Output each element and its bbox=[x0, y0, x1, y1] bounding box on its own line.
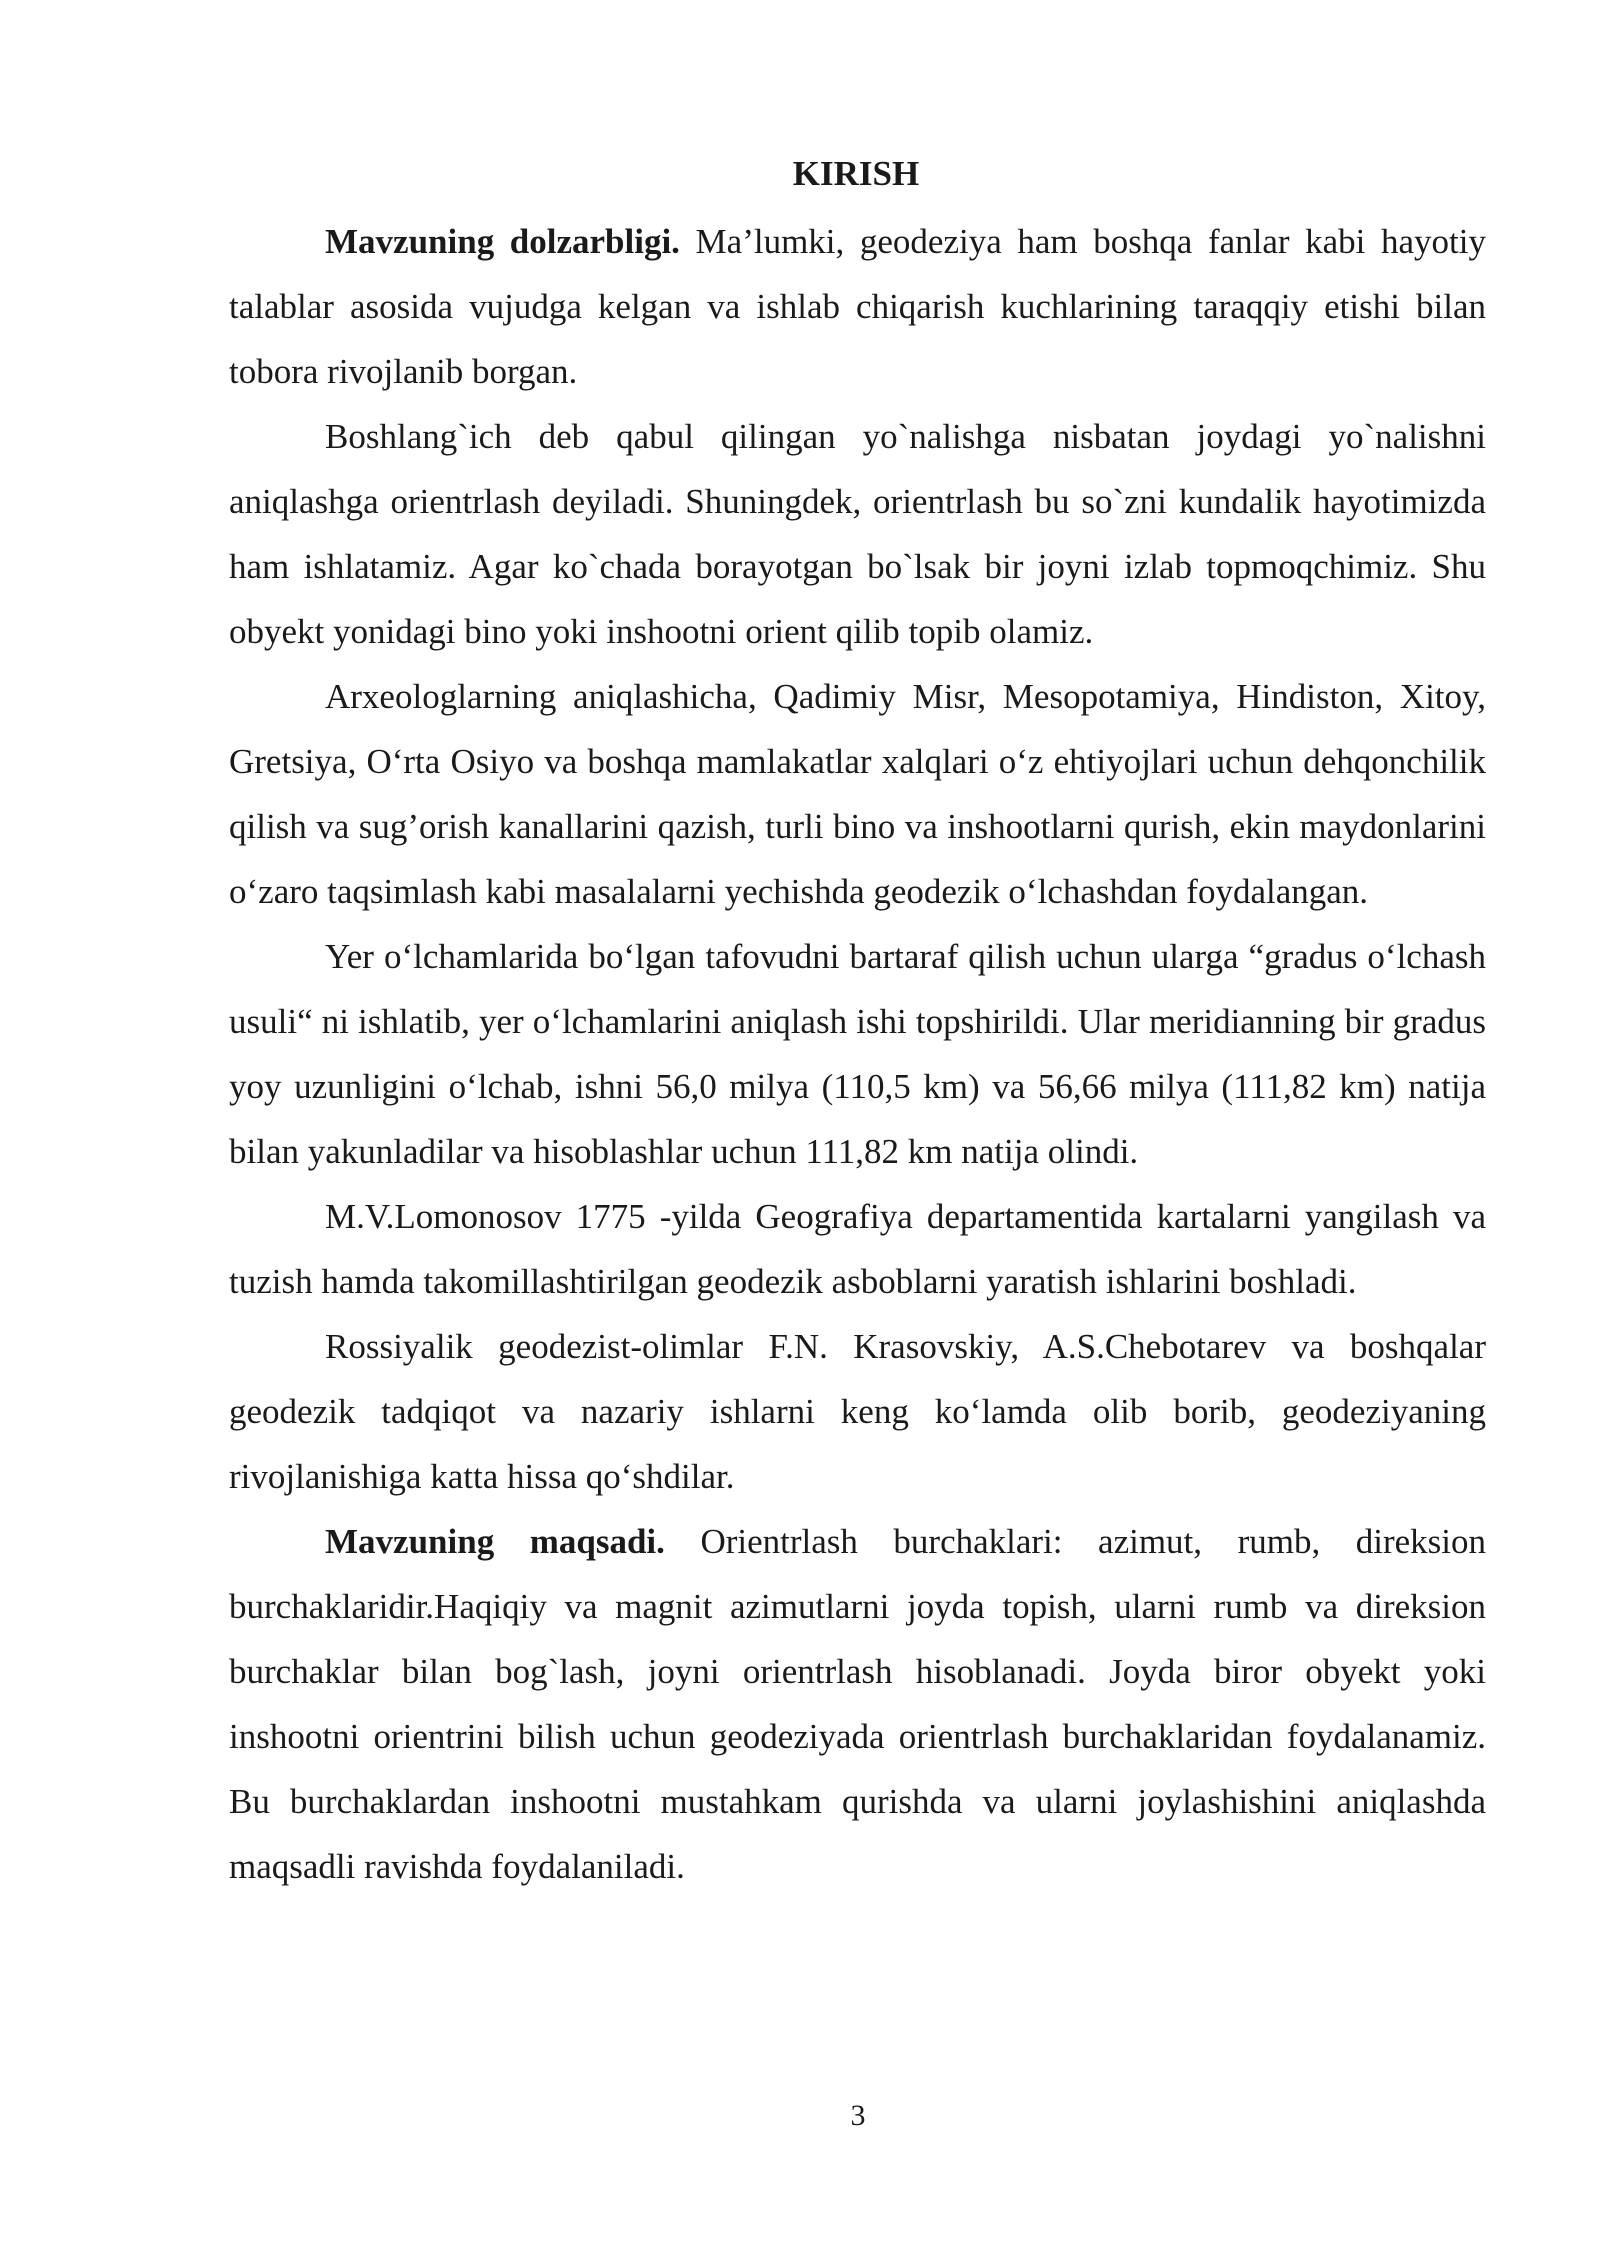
paragraph-text: Boshlang`ich deb qabul qilingan yo`nalishga nisbatan joydagi yo`nalishni aniqlashga orientrlash deyiladi. Shuningdek, orientrlash bu so`zni kundalik hayotimizda ham ishlatamiz. Agar ko`chada borayotgan bo`lsak bir joyni izlab topmoqchimiz. Shu obyekt yonidagi bino yoki inshootni orient qilib topib olamiz. bbox=[229, 417, 1486, 651]
paragraph-lead: Mavzuning maqsadi. bbox=[325, 1522, 665, 1561]
paragraph-text: Rossiyalik geodezist-olimlar F.N. Krasovskiy, A.S.Chebotarev va boshqalar geodezik tadqiqot va nazariy ishlarni keng ko‘lamda olib borib, geodeziyaning rivojlanishiga katta hissa qo‘shdilar. bbox=[229, 1327, 1486, 1496]
paragraph-arxeologlar bbox=[229, 664, 1486, 924]
page-title: KIRISH bbox=[792, 154, 920, 193]
paragraph-gradus bbox=[229, 924, 1486, 1184]
paragraph-text: Ma’lumki, geodeziya ham boshqa fanlar kabi hayotiy talablar asosida vujudga kelgan va ishlab chiqarish kuchlarining taraqqiy etishi bilan tobora rivojlanib borgan. bbox=[229, 222, 1486, 391]
paragraph-text: Arxeologlarning aniqlashicha, Qadimiy Misr, Mesopotamiya, Hindiston, Xitoy, Gretsiya, O‘rta Osiyo va boshqa mamlakatlar xalqlari o‘z ehtiyojlari uchun dehqonchilik qilish va sug’orish kanallarini qazish, turli bino va inshootlarni qurish, ekin maydonlarini o‘zaro taqsimlash kabi masalalarni yechishda geodezik o‘lchashdan foydalangan. bbox=[229, 677, 1486, 911]
paragraph-text: Orientrlash burchaklari: azimut, rumb, direksion burchaklaridir.Haqiqiy va magnit azimutlarni joyda topish, ularni rumb va direksion burchaklar bilan bog`lash, joyni orientrlash hisoblanadi. Joyda biror obyekt yoki inshootni orientrini bilish uchun geodeziyada orientrlash burchaklaridan foydalanamiz. Bu burchaklardan inshootni mustahkam qurishda va ularni joylashishini aniqlashda maqsadli ravishda foydalaniladi. bbox=[229, 1522, 1486, 1886]
page-number: 3 bbox=[850, 2099, 866, 2132]
paragraph-krasovskiy bbox=[229, 1314, 1486, 1509]
paragraph-text: M.V.Lomonosov 1775 -yilda Geografiya departamentida kartalarni yangilash va tuzish hamda takomillashtirilgan geodezik asboblarni yaratish ishlarini boshladi. bbox=[229, 1197, 1486, 1301]
paragraph-maqsadi bbox=[229, 1509, 1486, 1899]
paragraph-dolzarbligi bbox=[229, 209, 1486, 404]
paragraph-lomonosov bbox=[229, 1184, 1486, 1314]
paragraph-text: Yer o‘lchamlarida bo‘lgan tafovudni bartaraf qilish uchun ularga “gradus o‘lchash usuli“ ni ishlatib, yer o‘lchamlarini aniqlash ishi topshirildi. Ular meridianning bir gradus yoy uzunligini o‘lchab, ishni 56,0 milya (110,5 km) va 56,66 milya (111,82 km) natija bilan yakunladilar va hisoblashlar uchun 111,82 km natija olindi. bbox=[229, 937, 1486, 1171]
document-body bbox=[229, 209, 1486, 1899]
paragraph-orientrlash bbox=[229, 404, 1486, 664]
paragraph-lead: Mavzuning dolzarbligi. bbox=[325, 222, 680, 261]
